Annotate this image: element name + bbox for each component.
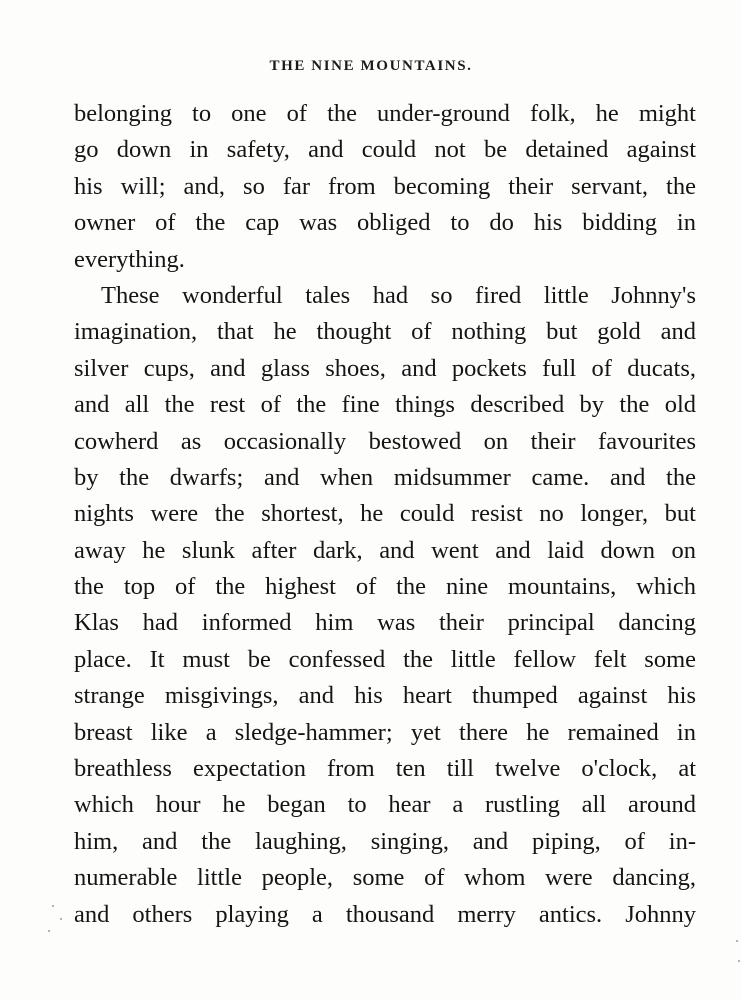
text-line: strange misgivings, and his heart thumped against his: [74, 682, 696, 710]
paper-speck: [48, 930, 50, 932]
text-line: cowherd as occasionally bestowed on their favourites: [74, 427, 696, 455]
text-line: imagination, that he thought of nothing but gold and: [74, 318, 696, 346]
text-line: away he slunk after dark, and went and laid down on: [74, 536, 696, 564]
paper-speck: [736, 940, 738, 942]
text-line: place. It must be confessed the little fellow felt some: [74, 645, 696, 673]
text-line: by the dwarfs; and when midsummer came. and the: [74, 463, 696, 491]
text-line: and all the rest of the fine things described by the old: [74, 391, 696, 419]
text-line: Klas had informed him was their principal dancing: [74, 609, 696, 637]
text-line: go down in safety, and could not be detained against: [74, 136, 696, 164]
paper-speck: [738, 960, 740, 962]
body-text: [74, 96, 696, 933]
text-line: owner of the cap was obliged to do his bidding in: [74, 209, 696, 237]
paper-speck: [52, 905, 54, 907]
text-line: and others playing a thousand merry antics. Johnny: [74, 900, 696, 928]
text-line: him, and the laughing, singing, and piping, of in-: [74, 827, 696, 855]
paper-speck: [60, 918, 62, 920]
text-line: breathless expectation from ten till twelve o'clock, at: [74, 755, 696, 783]
text-line: numerable little people, some of whom were dancing,: [74, 864, 696, 892]
text-line: everything.: [74, 245, 185, 273]
text-line: which hour he began to hear a rustling all around: [74, 791, 696, 819]
running-head: THE NINE MOUNTAINS.: [269, 58, 473, 74]
text-line: his will; and, so far from becoming their servant, the: [74, 172, 696, 200]
text-line: nights were the shortest, he could resist no longer, but: [74, 500, 696, 528]
text-line: the top of the highest of the nine mountains, which: [74, 573, 696, 601]
text-line: silver cups, and glass shoes, and pockets full of ducats,: [74, 354, 696, 382]
paragraph-first-line: These wonderful tales had so fired little Johnny's: [101, 281, 696, 309]
text-line: breast like a sledge-hammer; yet there he remained in: [74, 718, 696, 746]
text-line: belonging to one of the under-ground folk, he might: [74, 100, 696, 127]
